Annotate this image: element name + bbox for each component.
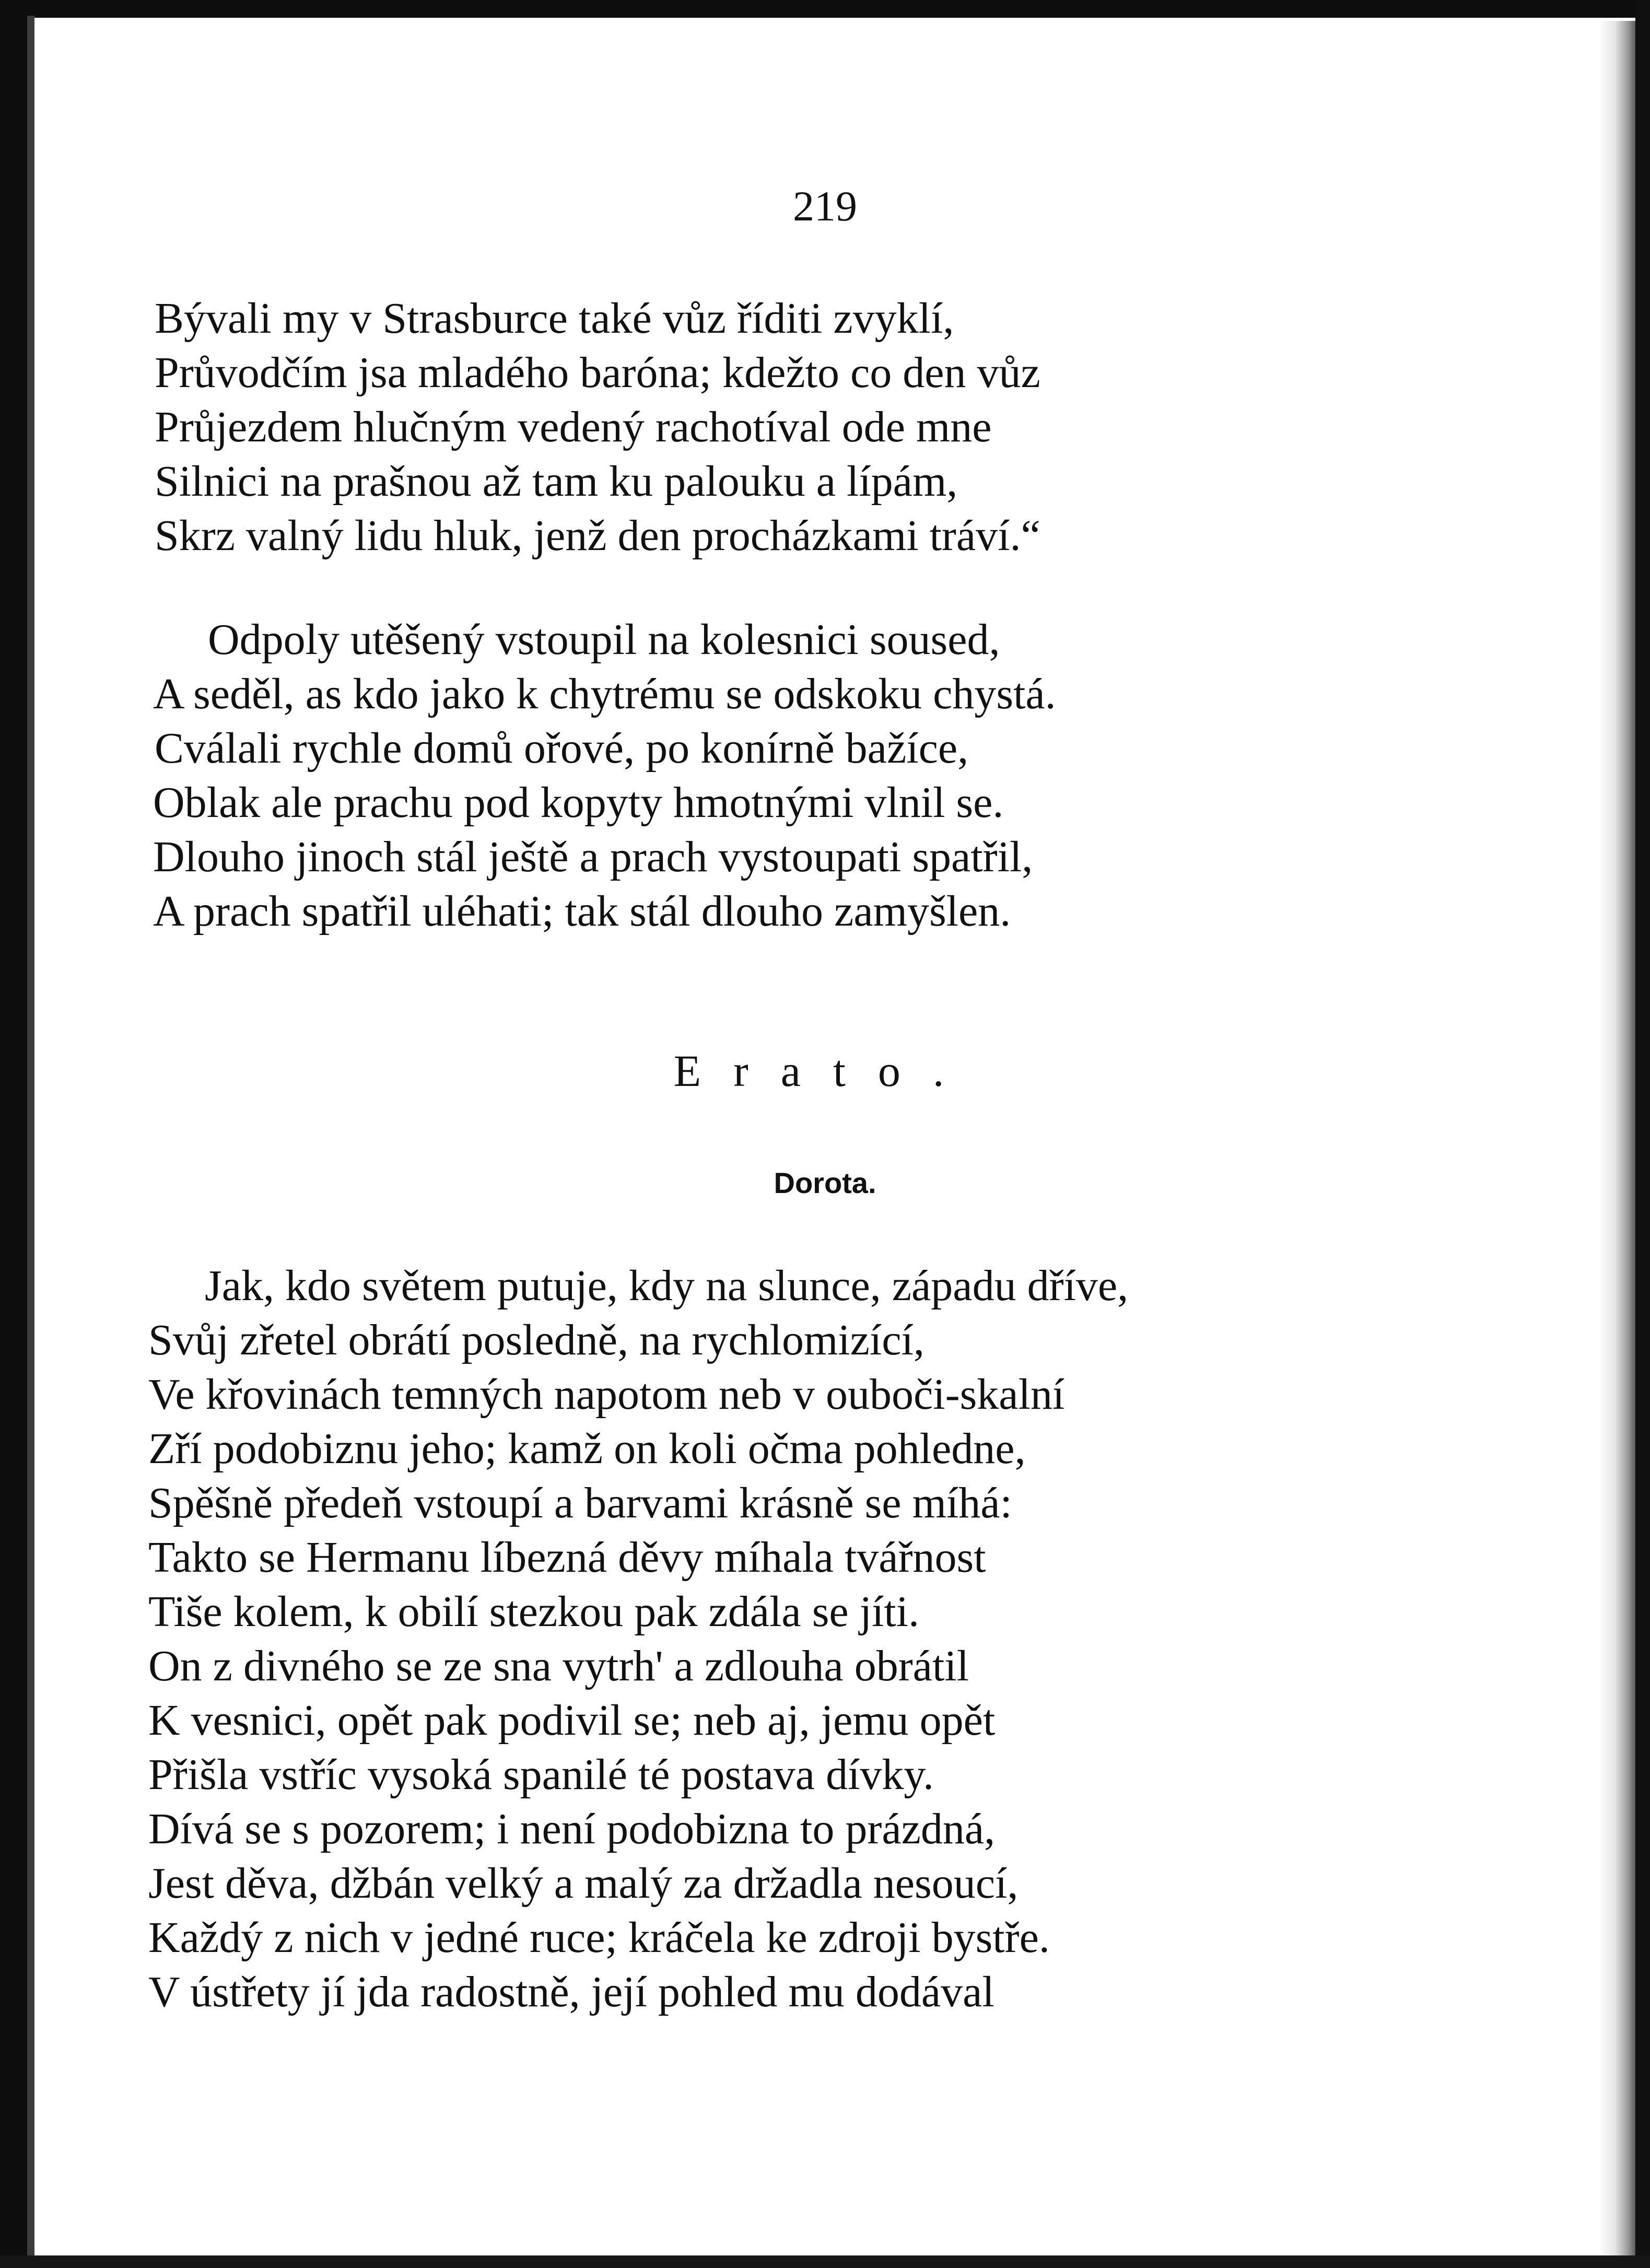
poem-line: A seděl, as kdo jako k chytrému se odskoku chystá. bbox=[153, 670, 1056, 718]
poem-line: Bývali my v Strasburce také vůz říditi zvyklí, bbox=[155, 294, 954, 343]
section-heading: Erato. bbox=[673, 1046, 977, 1096]
poem-line: Takto se Hermanu líbezná děvy míhala tvářnost bbox=[148, 1533, 986, 1582]
poem-line: Skrz valný lidu hluk, jenž den procházkami tráví.“ bbox=[155, 511, 1040, 560]
poem-line: Cválali rychle domů ořové, po konírně bažíce, bbox=[155, 724, 969, 773]
poem-line: Průvodčím jsa mladého baróna; kdežto co den vůz bbox=[155, 348, 1040, 397]
poem-line: Přišla vstříc vysoká spanilé té postava dívky. bbox=[148, 1750, 934, 1799]
scan-border-bottom bbox=[0, 2255, 1650, 2268]
poem-line: Dívá se s pozorem; i není podobizna to prázdná, bbox=[148, 1805, 996, 1853]
poem-line: Průjezdem hlučným vedený rachotíval ode mne bbox=[155, 403, 992, 451]
poem-line: Dlouho jinoch stál ještě a prach vystoupati spatřil, bbox=[153, 833, 1033, 881]
scan-border-left bbox=[0, 0, 27, 2268]
poem-line: Spěšně předeň vstoupí a barvami krásně se míhá: bbox=[148, 1479, 1012, 1527]
scan-border-right bbox=[1635, 0, 1650, 2268]
scan-border-top bbox=[0, 0, 1650, 18]
poem-line: V ústřety jí jda radostně, její pohled mu dodával bbox=[148, 1968, 994, 2016]
poem-line: Každý z nich v jedné ruce; kráčela ke zdroji bystře. bbox=[148, 1913, 1050, 1962]
poem-line: Svůj zřetel obrátí posledně, na rychlomizící, bbox=[148, 1316, 925, 1364]
poem-line: Oblak ale prachu pod kopyty hmotnými vlnil se. bbox=[153, 778, 1004, 827]
poem-line: Silnici na prašnou až tam ku palouku a lípám, bbox=[155, 457, 958, 506]
poem-line: Jak, kdo světem putuje, kdy na slunce, západu dříve, bbox=[205, 1261, 1129, 1310]
poem-line: A prach spatřil uléhati; tak stál dlouho zamyšlen. bbox=[153, 887, 1011, 936]
scan-border-left-shadow bbox=[27, 16, 34, 2268]
page-edge-shadow bbox=[1599, 21, 1635, 2262]
page-number: 219 bbox=[793, 182, 857, 230]
section-subheading: Dorota. bbox=[774, 1166, 876, 1199]
poem-line: Jest děva, džbán velký a malý za držadla nesoucí, bbox=[148, 1859, 1019, 1908]
poem-line: Odpoly utěšený vstoupil na kolesnici soused, bbox=[208, 615, 1000, 664]
poem-line: Tiše kolem, k obilí stezkou pak zdála se jíti. bbox=[148, 1587, 920, 1636]
poem-line: K vesnici, opět pak podivil se; neb aj, jemu opět bbox=[148, 1696, 996, 1745]
poem-line: Zří podobiznu jeho; kamž on koli očma pohledne, bbox=[148, 1424, 1026, 1473]
poem-line: Ve křovinách temných napotom neb v ouboči-skalní bbox=[148, 1370, 1065, 1419]
poem-line: On z divného se ze sna vytrh' a zdlouha obrátil bbox=[148, 1642, 969, 1690]
